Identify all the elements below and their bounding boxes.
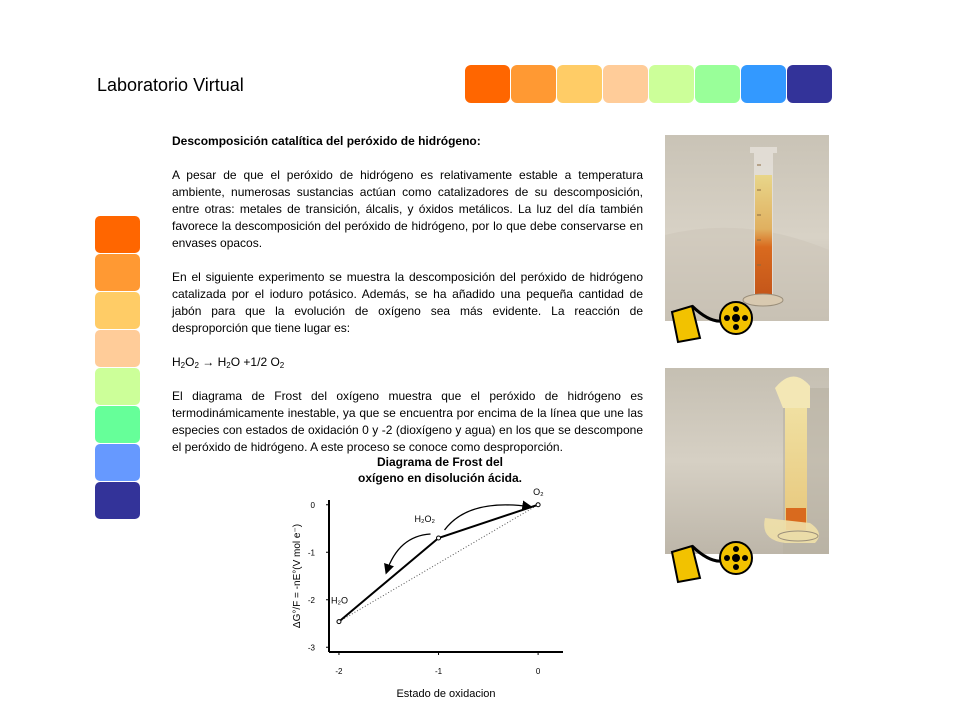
side-color-button-3[interactable] <box>95 292 140 329</box>
disproportionation-reference-line <box>339 505 538 622</box>
arrow-icon: → <box>202 355 215 369</box>
y-tick-label: -2 <box>307 595 315 605</box>
top-color-button-1[interactable] <box>465 65 510 103</box>
y-axis-label: ΔG°/F = -nE°(V mol e⁻) <box>292 523 303 629</box>
paragraph-frost: El diagrama de Frost del oxígeno muestra que el peróxido de hidrógeno es termodinámicamente inestable, ya que se encuentra por encima de la línea que une las especies con estados de oxidación 0 y -2 (dioxígeno y agua) en los que se descompone el peróxido de hidrógeno. A este proceso se conoce como desproporción. <box>172 389 643 454</box>
frost-diagram-chart <box>285 488 575 710</box>
x-tick-label: -1 <box>434 667 443 676</box>
top-color-nav <box>465 65 833 103</box>
top-color-button-7[interactable] <box>741 65 786 103</box>
x-tick-label: -2 <box>335 667 343 676</box>
series-line <box>339 505 538 622</box>
paragraph-experiment: En el siguiente experimento se muestra la descomposición del peróxido de hidrógeno catalizada por el ioduro potásico. Además, se ha añadido una pequeña cantidad de jabón para que la evolución de oxígeno sea más evidente. La reacción de desproporción que tiene lugar es: <box>172 270 643 335</box>
top-color-button-3[interactable] <box>557 65 602 103</box>
arrow-to-o2 <box>445 505 531 530</box>
data-point <box>437 536 441 540</box>
experiment-photo-before <box>665 135 829 321</box>
y-tick-label: 0 <box>310 500 315 510</box>
side-color-nav <box>95 216 140 520</box>
side-color-button-4[interactable] <box>95 330 140 367</box>
film-reel-icon-1[interactable] <box>670 300 760 350</box>
data-point <box>536 503 540 507</box>
top-color-button-5[interactable] <box>649 65 694 103</box>
chart-marks <box>331 488 544 624</box>
data-point <box>337 620 341 624</box>
side-color-button-1[interactable] <box>95 216 140 253</box>
film-reel-icon-2[interactable] <box>670 540 760 590</box>
diagram-title: Diagrama de Frost del oxígeno en disolución ácida. <box>357 455 523 485</box>
arrow-to-h2o <box>387 534 431 572</box>
top-color-button-4[interactable] <box>603 65 648 103</box>
side-color-button-6[interactable] <box>95 406 140 443</box>
top-color-button-8[interactable] <box>787 65 832 103</box>
side-color-button-8[interactable] <box>95 482 140 519</box>
paragraph-intro: A pesar de que el peróxido de hidrógeno es relativamente estable a temperatura ambiente, numerosas sustancias actúan como catalizadores de su descomposición, entre otras: metales de transición, álcalis, y óxidos metálicos. La luz del día también favorece la descomposición del peróxido de hidrógeno, por lo que debe conservarse en envases opacos. <box>172 168 643 250</box>
x-axis-label: Estado de oxidacion <box>396 688 496 700</box>
side-color-button-5[interactable] <box>95 368 140 405</box>
reaction-equation: $H_2O_2 \to H_2O +1/2$ $O_2$ <box>172 355 285 370</box>
side-color-button-7[interactable] <box>95 444 140 481</box>
y-tick-label: -3 <box>307 643 315 653</box>
y-tick-label: -1 <box>307 548 315 558</box>
experiment-photo-after <box>665 368 829 554</box>
point-label: O₂ <box>533 488 544 497</box>
top-color-button-6[interactable] <box>695 65 740 103</box>
x-tick-label: 0 <box>535 667 541 676</box>
point-label: H₂O₂ <box>414 514 436 524</box>
article-heading: Descomposición catalítica del peróxido de hidrógeno: <box>172 134 481 148</box>
article-body <box>172 133 643 473</box>
side-color-button-2[interactable] <box>95 254 140 291</box>
chart-axes <box>308 500 563 676</box>
top-color-button-2[interactable] <box>511 65 556 103</box>
page-title: Laboratorio Virtual <box>97 75 244 95</box>
point-label: H₂O <box>330 595 348 606</box>
